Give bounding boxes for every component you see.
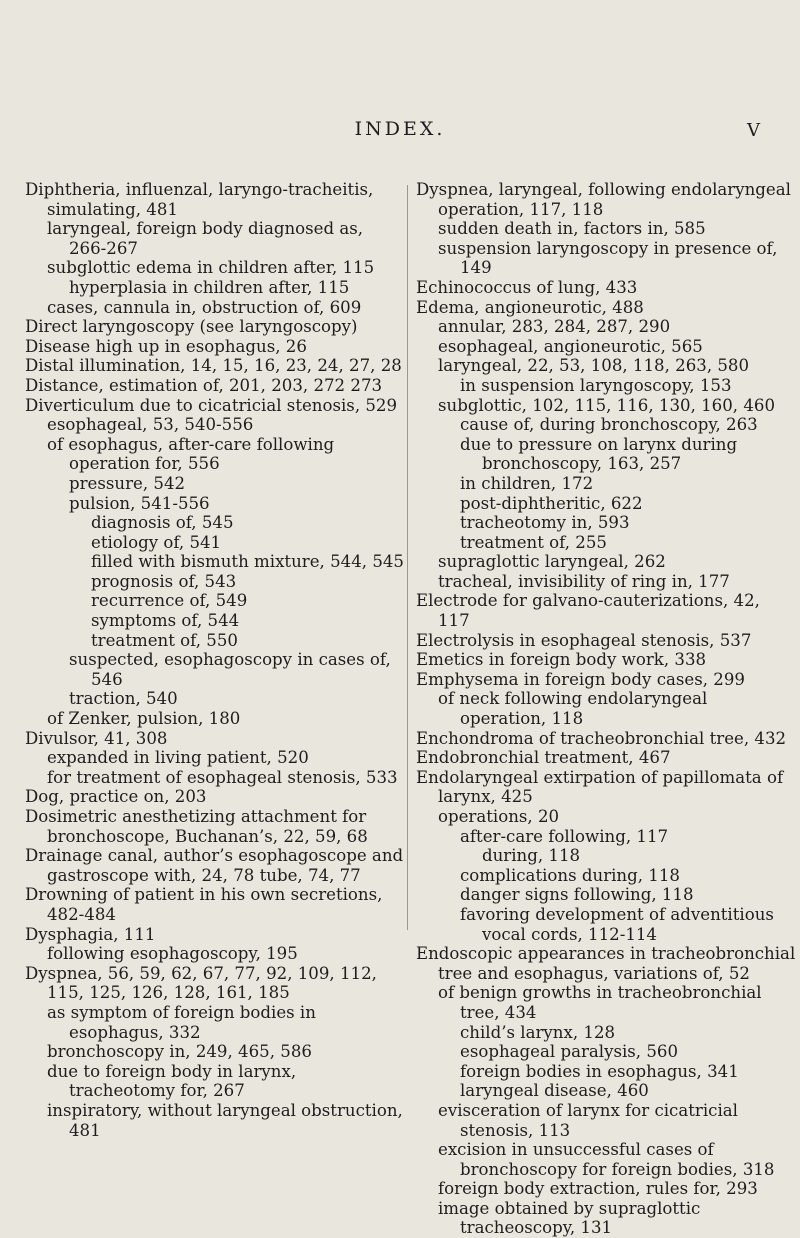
index-entry: recurrence of, 549 (91, 591, 248, 611)
index-entry: during, 118 (482, 846, 581, 866)
index-entry: Distal illumination, 14, 15, 16, 23, 24, 27, 28 (25, 356, 402, 376)
index-entry: suspected, esophagoscopy in cases of, 546 (69, 650, 391, 689)
index-entry: Endobronchial treatment, 467 (416, 748, 671, 768)
index-entry: Emphysema in foreign body cases, 299 (416, 669, 745, 689)
index-column-left (25, 180, 405, 1140)
index-entry: foreign body extraction, rules for, 293 (438, 1179, 758, 1199)
index-entry: of benign growths in tracheobronchial tree, 434 (438, 983, 762, 1022)
index-entry: post-diphtheritic, 622 (460, 493, 643, 513)
index-entry: of esophagus, after-care following operation for, 556 (47, 434, 335, 474)
index-entry: following esophagoscopy, 195 (47, 944, 298, 964)
index-entry: diagnosis of, 545 (91, 513, 234, 533)
index-entry: Echinococcus of lung, 433 (416, 277, 638, 297)
index-entry: traction, 540 (69, 689, 178, 709)
index-entry: Drowning of patient in his own secretions, 482-484 (25, 885, 383, 924)
index-entry: Electrolysis in esophageal stenosis, 537 (416, 630, 752, 650)
index-entry: operations, 20 (438, 807, 560, 826)
index-entry: treatment of, 255 (460, 532, 607, 552)
index-entry: Distance, estimation of, 201, 203, 272 273 (25, 375, 383, 395)
index-entry: sudden death in, factors in, 585 (438, 219, 706, 239)
index-entry: excision in unsuccessful cases of bronchoscopy for foreign bodies, 318 (438, 1140, 775, 1179)
index-entry: after-care following, 117 (460, 826, 669, 846)
index-entry: for treatment of esophageal stenosis, 533 (47, 767, 398, 787)
index-entry: symptoms of, 544 (91, 611, 240, 631)
index-entry: cause of, during bronchoscopy, 263 (460, 415, 758, 435)
index-entry: Emetics in foreign body work, 338 (416, 650, 707, 670)
index-entry: cases, cannula in, obstruction of, 609 (47, 297, 362, 317)
index-entry: Endoscopic appearances in tracheobronchial tree and esophagus, variations of, 52 (416, 944, 796, 983)
index-entry: Enchondroma of tracheobronchial tree, 432 (416, 728, 787, 748)
index-entry: Dyspnea, 56, 59, 62, 67, 77, 92, 109, 112, 115, 125, 126, 128, 161, 185 (25, 963, 377, 1003)
index-entry: laryngeal, 22, 53, 108, 118, 263, 580 (438, 356, 750, 376)
index-entry: Dyspnea, laryngeal, following endolaryngeal operation, 117, 118 (416, 180, 791, 219)
index-entry: subglottic, 102, 115, 116, 130, 160, 460 (438, 395, 776, 415)
index-entry: Dosimetric anesthetizing attachment for bronchoscope, Buchanan’s, 22, 59, 68 (25, 807, 368, 846)
index-entry: as symptom of foreign bodies in esophagus, 332 (47, 1002, 316, 1042)
index-entry: esophageal, 53, 540-556 (47, 415, 254, 435)
page-number: V (747, 120, 760, 141)
index-entry: laryngeal disease, 460 (460, 1081, 649, 1101)
index-entry: inspiratory, without laryngeal obstruction, 481 (47, 1100, 403, 1140)
index-entry: prognosis of, 543 (91, 571, 237, 591)
index-entry: subglottic edema in children after, 115 (47, 258, 375, 278)
index-entry: Divulsor, 41, 308 (25, 728, 168, 748)
index-entry: due to foreign body in larynx, tracheotomy for, 267 (47, 1061, 297, 1101)
index-entry: child’s larynx, 128 (460, 1022, 616, 1042)
index-entry: etiology of, 541 (91, 532, 222, 552)
index-entry: in suspension laryngoscopy, 153 (460, 375, 732, 395)
index-entry: esophageal, angioneurotic, 565 (438, 336, 703, 356)
index-entry: laryngeal, foreign body diagnosed as, 266-267 (47, 219, 364, 258)
index-entry: Dysphagia, 111 (25, 924, 156, 944)
index-entry: pressure, 542 (69, 473, 186, 493)
index-entry: tracheal, invisibility of ring in, 177 (438, 571, 730, 591)
index-entry: annular, 283, 284, 287, 290 (438, 317, 671, 337)
index-entry: Drainage canal, author’s esophagoscope and gastroscope with, 24, 78 tube, 74, 77 (25, 846, 404, 885)
index-entry: in children, 172 (460, 473, 594, 493)
index-entry: due to pressure on larynx during bronchoscopy, 163, 257 (460, 434, 738, 474)
index-entry: hyperplasia in children after, 115 (69, 277, 350, 297)
index-entry: Diverticulum due to cicatricial stenosis, 529 (25, 395, 398, 415)
index-entry: favoring development of adventitious vocal cords, 112-114 (460, 904, 774, 944)
index-entry: tracheotomy in, 593 (460, 513, 630, 533)
index-entry: expanded in living patient, 520 (47, 748, 309, 768)
index-entry: filled with bismuth mixture, 544, 545 (91, 552, 404, 572)
index-entry: pulsion, 541-556 (69, 493, 210, 513)
index-entry: bronchoscopy in, 249, 465, 586 (47, 1042, 312, 1062)
index-entry: Edema, angioneurotic, 488 (416, 297, 644, 317)
index-entry: of Zenker, pulsion, 180 (47, 709, 241, 729)
index-column-right (416, 180, 796, 1238)
index-entry: Endolaryngeal extirpation of papillomata of larynx, 425 (416, 767, 784, 807)
index-entry: evisceration of larynx for cicatricial stenosis, 113 (438, 1100, 738, 1140)
index-entry: treatment of, 550 (91, 630, 238, 650)
index-entry: supraglottic laryngeal, 262 (438, 552, 666, 572)
index-entry: esophageal paralysis, 560 (460, 1042, 679, 1062)
index-entry: of neck following endolaryngeal operation, 118 (438, 689, 708, 729)
column-divider (407, 185, 408, 930)
index-entry: complications during, 118 (460, 865, 680, 885)
index-entry: danger signs following, 118 (460, 885, 694, 905)
index-entry: Direct laryngoscopy (see laryngoscopy) (25, 317, 358, 337)
index-entry: image obtained by supraglottic tracheoscopy, 131 (438, 1198, 701, 1238)
page-header (0, 118, 800, 158)
index-entry: Electrode for galvano-cauterizations, 42, 117 (416, 591, 760, 631)
index-entry: Diphtheria, influenzal, laryngo-tracheitis, simulating, 481 (25, 180, 374, 219)
index-entry: Disease high up in esophagus, 26 (25, 336, 307, 356)
index-entry: foreign bodies in esophagus, 341 (460, 1061, 739, 1081)
index-entry: suspension laryngoscopy in presence of, 149 (438, 238, 778, 278)
running-title: INDEX. (354, 118, 446, 140)
index-entry: Dog, practice on, 203 (25, 787, 207, 807)
